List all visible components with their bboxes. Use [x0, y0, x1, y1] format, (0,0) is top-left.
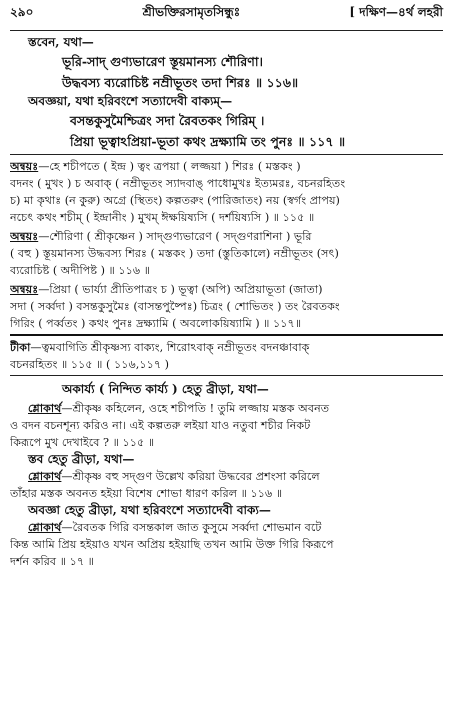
verse-block — [10, 34, 443, 152]
translation-line: ও বদন বচনশূন্য করিও না। এই কল্পতরু লইয়া যাও নতুবা শচীর নিকট — [10, 419, 311, 432]
translation-entry — [10, 519, 443, 570]
translation-entry — [10, 468, 443, 502]
header-rule — [10, 30, 443, 31]
verse-rule — [10, 154, 443, 155]
translation-line: কিরূপে মুখ দেখাইবে ? ॥ ১১৫ ॥ — [10, 436, 155, 449]
page-header — [10, 6, 443, 28]
translation-heading: স্তব হেতু ব্রীড়া, যথা— — [28, 452, 135, 466]
anvaya-block — [10, 158, 443, 332]
tika-rule — [10, 375, 443, 376]
translation-text: —শ্রীকৃষ্ণ কহিলেন, ওহে শচীপতি ! তুমি লজ্জায় মস্তক অবনত — [61, 402, 330, 415]
translation-line — [10, 519, 443, 536]
translation-line — [10, 400, 443, 417]
verse-line: ভূরি-সাদ্ গুণ্যভারেণ স্তূয়মানস্য শৌরিণা। — [62, 54, 264, 69]
anvaya-entry — [10, 158, 443, 226]
tika-block — [10, 339, 443, 373]
verse-line: স্তবেন, যথা— — [28, 35, 94, 49]
anvaya-label: অন্বয়ঃ — [10, 282, 39, 296]
anvaya-line: নচেৎ কথং শচীম্ ( ইন্দ্রানীং ) মুখম্ ঈক্ষয়িষ্যসি ( দর্শয়িষ্যসি ) ॥ ১১৫ ॥ — [10, 211, 315, 224]
anvaya-text: —হে শচীপতে ( ইন্দ্র ) ত্বং ত্রপয়া ( লজ্জয়া ) শিরঃ ( মস্তকং ) — [38, 160, 301, 173]
translation-line: কিন্ত আমি প্রিয় হইয়াও যখন অপ্রিয় হইয়াছি তখন আমি উক্ত গিরি কিরূপে — [10, 538, 334, 551]
translation-text: —রৈবতক গিরি বসন্তকাল জাত কুসুমে সর্ব্বদা শোভমান বটে — [61, 521, 322, 534]
anvaya-line: চ) মা কৃথাঃ (ন কুরু) অগ্রে (স্থিতং) কল্পতরুং (পারিজাতং) নয় (স্বর্গং প্রাপয়) — [10, 194, 340, 207]
translation-label: শ্লোকার্থ — [28, 469, 62, 483]
anvaya-line — [10, 228, 443, 245]
anvaya-line — [10, 281, 443, 298]
book-title: শ্রীভক্তিরসামৃতসিন্ধুঃ — [142, 5, 241, 19]
tika-line — [10, 339, 443, 356]
translation-heading: অবজ্ঞা হেতু ব্রীড়া, যথা হরিবংশে সত্যাদেবী বাক্য— — [28, 503, 271, 517]
verse-line: প্রিয়া ভূত্বাঽপ্রিয়া-ভূতা কথং দ্রক্ষ্যামি তং পুনঃ ॥ ১১৭ ॥ — [70, 134, 346, 149]
tika-text: —ত্বমবাগিতি শ্রীকৃষ্ণস্য বাক্যং, শিরোঽবাক্ নম্রীভূতং বদনঞ্চাবাক্ — [30, 341, 310, 354]
anvaya-entry — [10, 281, 443, 332]
anvaya-line — [10, 158, 443, 175]
translation-block — [10, 400, 443, 570]
anvaya-text: —শৌরিণা ( শ্রীকৃষ্ণেন ) সাদ্গুণ্যভারেণ ( সদ্গুণরাশিনা ) ভূরি — [38, 230, 312, 243]
translation-label: শ্লোকার্থ — [28, 520, 62, 534]
anvaya-line: ব্যরোচিষ্ট ( অদীপিষ্ট ) ॥ ১১৬ ॥ — [10, 264, 151, 277]
translation-text: —শ্রীকৃষ্ণ বহু সদ্গুণ উল্লেখ করিয়া উদ্ধবের প্রশংসা করিলে — [61, 470, 320, 483]
translation-line: তাঁহার মস্তক অবনত হইয়া বিশেষ শোভা ধারণ করিল ॥ ১১৬ ॥ — [10, 487, 283, 500]
verse-line: উদ্ধবস্য ব্যরোচিষ্ট নম্রীভূতং তদা শিরঃ ॥ ১১৬॥ — [62, 75, 299, 90]
anvaya-line: গিরিং ( পর্ব্বতং ) কথং পুনঃ দ্রক্ষ্যামি ( অবলোকয়িষ্যামি ) ॥ ১১৭॥ — [10, 317, 302, 330]
translation-entry — [10, 400, 443, 451]
anvaya-text: —প্রিয়া ( ভার্য্যা প্রীতিপাত্রং চ ) ভূত্বা (অপি) অপ্রিয়াভূতা (জাতা) — [38, 283, 323, 296]
anvaya-entry — [10, 228, 443, 279]
anvaya-line: বদনং ( মুখং ) চ অবাক্ ( নম্রীভূতং স্যাদবাঙ্ পাধোমুখঃ ইত্যমরঃ, বচনরহিতং — [10, 177, 346, 190]
anvaya-line: ( বহু ) স্তূয়মানস্য উদ্ধবস্য শিরঃ ( মস্তকং ) তদা (স্তুতিকালে) নম্রীভূতং (সৎ) — [10, 247, 339, 260]
anvaya-rule — [10, 334, 443, 336]
anvaya-line: সদা ( সর্ব্বদা ) বসন্তকুসুমৈঃ (বাসন্তপুষ্পৈঃ) চিত্রং ( শোভিতং ) তং রৈবতকং — [10, 300, 340, 313]
section-heading: অকার্য্য ( নিন্দিত কার্য্য ) হেতু ব্রীড়া, যথা— — [62, 382, 269, 396]
page-number: ২৯০ — [10, 5, 34, 19]
translation-line: দর্শন করিব ॥ ১৭ ॥ — [10, 555, 94, 568]
section-label: [ দক্ষিণ—৪র্থ লহরী — [349, 5, 443, 19]
tika-label: টীকা — [10, 340, 31, 354]
verse-line: অবজ্ঞয়া, যথা হরিবংশে সত্যাদেবী বাক্যম্— — [28, 94, 233, 108]
anvaya-label: অন্বয়ঃ — [10, 229, 39, 243]
translation-label: শ্লোকার্থ — [28, 401, 62, 415]
tika-line: বচনরহিতং ॥ ১১৫ ॥ ( ১১৬,১১৭ ) — [10, 358, 170, 371]
verse-line: বসন্তকুসুমৈশ্চিত্রং সদা রৈবতকং গিরিম্ । — [70, 113, 265, 128]
translation-line — [10, 468, 443, 485]
anvaya-label: অন্বয়ঃ — [10, 159, 39, 173]
